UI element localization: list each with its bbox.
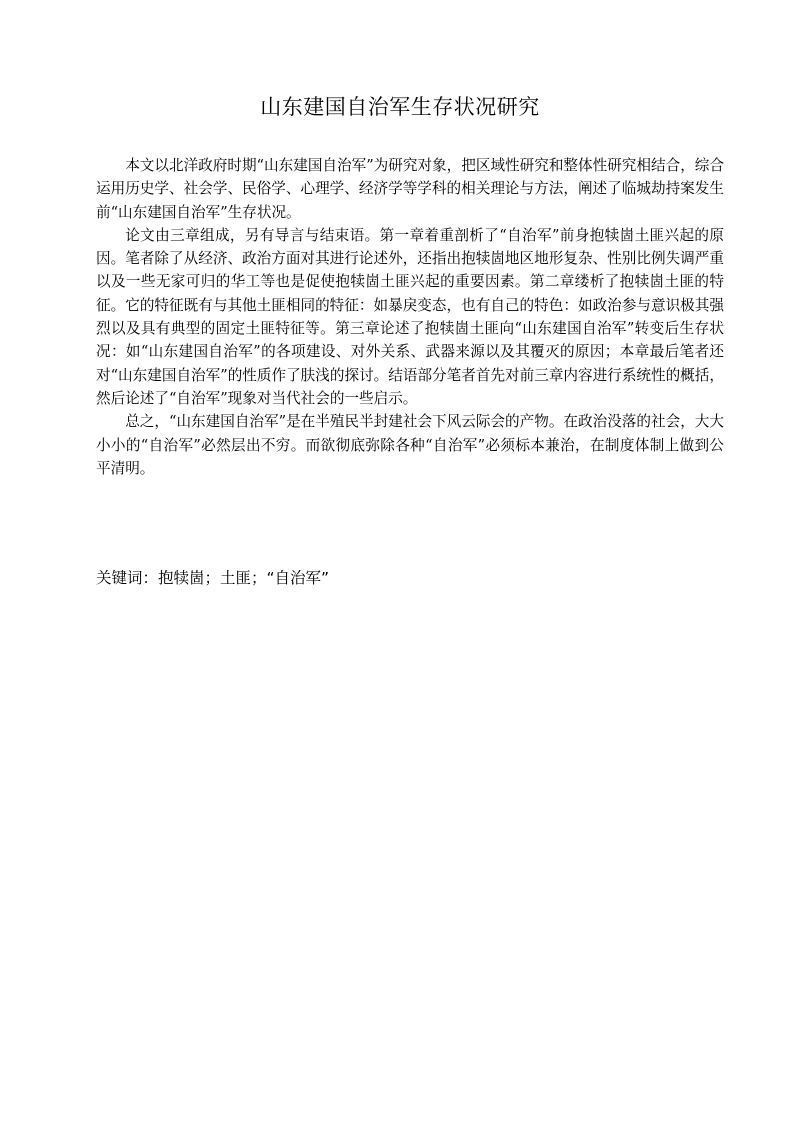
abstract-paragraph-2: 论文由三章组成，另有导言与结束语。第一章着重剖析了“自治军”前身抱犊崮土匪兴起的原因。笔者除了从经济、政治方面对其进行论述外，还指出抱犊崮地区地形复杂、性别比例失调严重以及一些无家可归的华工等也是促使抱犊崮土匪兴起的重要因素。第二章缕析了抱犊崮土匪的特征。它的特征既有与其他土匪相同的特征：如暴戾变态，也有自己的特色：如政治参与意识极其强烈以及具有典型的固定土匪特征等。第三章论述了抱犊崮土匪向“山东建国自治军”转变后生存状况：如“山东建国自治军”的各项建设、对外关系、武器来源以及其覆灭的原因；本章最后笔者还对“山东建国自治军”的性质作了肤浅的探讨。结语部分笔者首先对前三章内容进行系统性的概括，然后论述了“自治军”现象对当代社会的一些启示。 xyxy=(96,226,724,407)
abstract-body xyxy=(96,154,724,480)
abstract-paragraph-1: 本文以北洋政府时期“山东建国自治军”为研究对象，把区域性研究和整体性研究相结合，综合运用历史学、社会学、民俗学、心理学、经济学等学科的相关理论与方法，阐述了临城劫持案发生前“山东建国自治军”生存状况。 xyxy=(96,157,724,221)
document-title: 山东建国自治军生存状况研究 xyxy=(260,95,540,119)
abstract-paragraph-3: 总之，“山东建国自治军”是在半殖民半封建社会下风云际会的产物。在政治没落的社会，大大小小的“自治军”必然层出不穷。而欲彻底弥除各种“自治军”必须标本兼治，在制度体制上做到公平清明。 xyxy=(96,413,724,477)
keywords-line: 关键词：抱犊崮；土匪；“自治军” xyxy=(96,569,330,587)
